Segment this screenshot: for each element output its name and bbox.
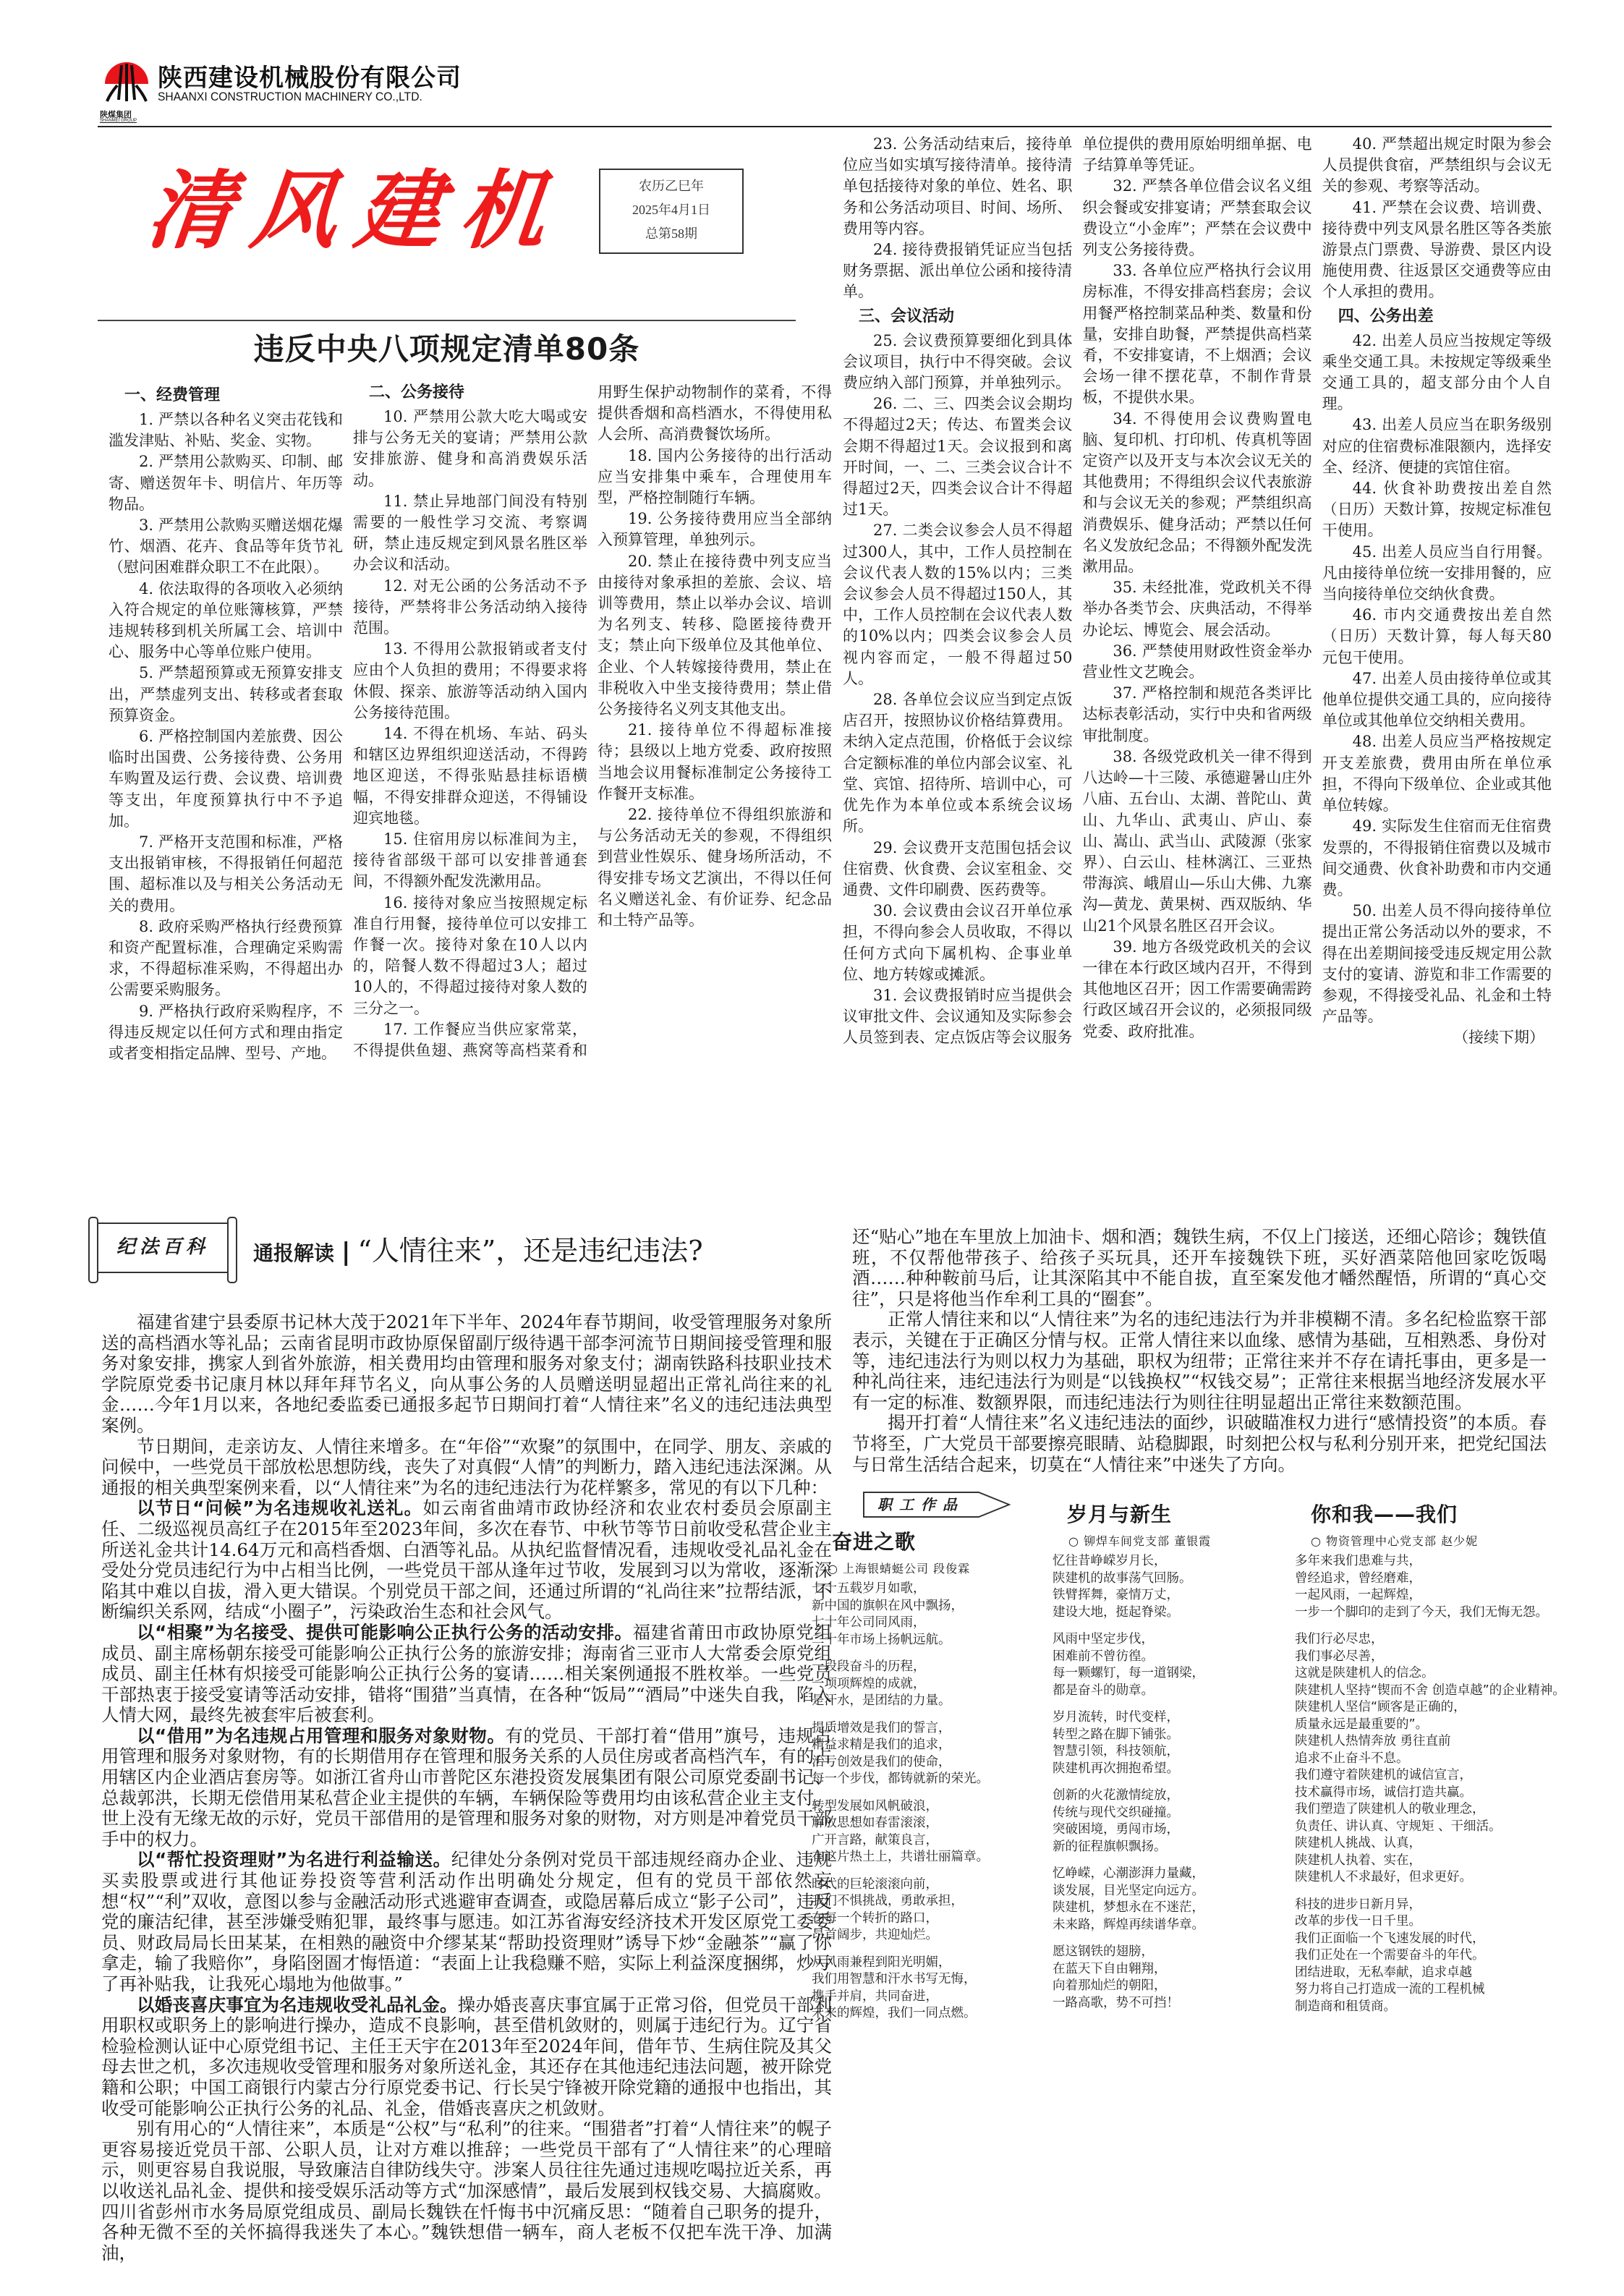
poem-line: 每一颗螺钉，每一道钢梁， (1053, 1666, 1204, 1680)
title-separator: | (341, 1238, 351, 1267)
poem-line: 制造商和租赁商。 (1295, 1999, 1396, 2014)
poem-line: 愿这钢铁的翅膀， (1053, 1944, 1154, 1959)
group-name-en: SHANMEI GROUP (100, 119, 137, 123)
poem-line: 是汗水，是团结的力量。 (812, 1693, 951, 1708)
poem-line: 七十年公司同风雨， (812, 1615, 926, 1630)
regulation-item: 47. 出差人员由接待单位或其他单位提供交通工具的，应向接待单位或其他单位交纳相关费用。 (1322, 669, 1552, 730)
poem-line: 一段段奋斗的历程， (812, 1659, 926, 1674)
poem-line: 忆往昔峥嵘岁月长， (1053, 1554, 1167, 1568)
poem-line: 新的征程旗帜飘扬。 (1053, 1839, 1167, 1854)
article-body-left (101, 1312, 832, 2263)
poem-line: 陕建机人坚持“锲而不舍 创造卓越”的企业精神。 (1295, 1683, 1565, 1698)
article-paragraph (101, 1312, 832, 1437)
poem-line: 治亏创效是我们的使命， (812, 1754, 951, 1769)
poem-line: 我们行必尽忠， (1295, 1632, 1384, 1646)
regulation-item: 28. 各单位会议应当到定点饭店召开，按照协议价格结算费用。未纳入定点范围，价格低于会议综合定额标准的单位内部会议室、礼堂、宾馆、招待所、培训中心，可优先作为本单位或本系统会议场所。 (843, 691, 1073, 836)
poem-line: 谈发展，目光坚定向远方。 (1053, 1883, 1204, 1898)
regulation-item: 1. 严禁以各种名义突击花钱和滥发津贴、补贴、奖金、实物。 (109, 411, 343, 450)
poem-line: 陕建机的故事荡气回肠。 (1053, 1570, 1192, 1586)
poem-stanza (812, 1581, 989, 1649)
regulation-item: 44. 伙食补助费按出差自然（日历）天数计算，按规定标准包干使用。 (1322, 480, 1552, 540)
poem-stanza (812, 1659, 989, 1710)
paragraph-lead: 以婚丧喜庆事宜为名违规收受礼品礼金。 (137, 1994, 458, 2015)
poem-stanza (1295, 1631, 1565, 1887)
regulation-item: 38. 各级党政机关一律不得到八达岭—十三陵、承德避暑山庄外八庙、五台山、太湖、普陀山、黄山、九华山、武夷山、庐山、泰山、嵩山、武当山、武陵源（张家界）、白云山、桂林漓江、三亚热带海滨、峨眉山—乐山大佛、九寨沟—黄龙、黄果树、西双版纳、华山21个风景名胜区召开会议。 (1082, 747, 1312, 935)
paragraph-text: 福建省莆田市政协原党组成员、副主席杨朝东接受可能影响公正执行公务的旅游安排；海南省三亚市人大常委会原党组成员、副主任林有炽接受可能影响公正执行公务的宴请……相关案例通报不胜枚举。一些党员干部热衷于接受宴请等活动安排，错将“围猎”当真情，在各种“饭局”“酒局”中迷失自我，陷入人情大网，最终先被套牢后被套利。 (101, 1621, 833, 1726)
regulation-item: 27. 二类会议参会人员不得超过300人，其中，工作人员控制在会议代表人数的15%以内；三类会议参会人员不得超过150人，其中，工作人员控制在会议代表人数的10%以内；四类会议参会人员视内容而定，一般不得超过50人。 (843, 522, 1073, 687)
regulation-item: 16. 接待对象应当按照规定标准自行用餐，接待单位可以安排工作餐一次。接待对象在10人以内的，陪餐人数不得超过3人；超过10人的，不得超过接待对象人数的三分之一。 (353, 893, 587, 1017)
section-heading: 三、会议活动 (859, 307, 955, 326)
poem (1295, 1499, 1565, 2025)
poem-title: 奋进之歌 (832, 1530, 917, 1554)
poem-line: 困难前不曾彷徨。 (1053, 1649, 1154, 1664)
poem-line: 我们正处在一个需要奋斗的年代。 (1295, 1948, 1485, 1963)
group-name: 陕煤集团 (100, 110, 132, 119)
poem-stanza (812, 1720, 989, 1788)
paragraph-text: 操办婚丧喜庆事宜属于正常习俗，但党员干部利用职权或职务上的影响进行操办，造成不良影响，甚至借机敛财的，则属于违纪行为。辽宁省检验检测认证中心原党组书记、主任王天宇在2013年至2024年间，借年节、生病住院及其父母去世之机，多次违规收受管理和服务对象所送礼金，其还存在其他违纪违法问题，被开除党籍和公职；中国工商银行内蒙古分行原党委书记、行长吴宁锋被开除党籍的通报中也指出，其收受可能影响公正执行公务的礼品、礼金，借婚丧喜庆之机敛财。 (101, 1994, 833, 2119)
poem-line: 这就是陕建机人的信念。 (1295, 1666, 1434, 1680)
poem-line: 一路高歌，势不可挡！ (1053, 1995, 1179, 2010)
poem-line: 铁臂挥舞，豪情万丈， (1053, 1588, 1179, 1602)
poem-stanza (812, 1876, 989, 1944)
regulation-item: 48. 出差人员应当严格按规定开支差旅费，费用由所在单位承担，不得向下级单位、企业或其他单位转嫁。 (1322, 733, 1552, 815)
poem-line: 我们遵守着陕建机的诚信宣言， (1295, 1768, 1472, 1782)
poem-line: 都是奋斗的勋章。 (1053, 1683, 1154, 1698)
regulations-columns-left (109, 382, 832, 1073)
poem-line: 团结进取，无私奉献，追求卓越 (1295, 1965, 1472, 1980)
continued-note: （接续下期） (1453, 1029, 1544, 1047)
regulation-item: 45. 出差人员应当自行用餐。凡由接待单位统一安排用餐的，应当向接待单位交纳伙食费。 (1322, 543, 1552, 603)
poem-line: 改革的步伐一日千里。 (1295, 1914, 1421, 1929)
poem-stanza (1295, 1553, 1565, 1621)
poem-line: 技术赢得市场，诚信打造共赢。 (1295, 1785, 1472, 1800)
poem (812, 1526, 989, 2033)
poem-line: 传统与现代交织碰撞。 (1053, 1805, 1179, 1820)
paragraph-text: 节日期间，走亲访友、人情往来增多。在“年俗”“欢聚”的氛围中，在同学、朋友、亲戚的问候中，一些党员干部放松思想防线，丧失了对真假“人情”的判断力，踏入违纪违法深渊。从通报的相关典型案例来看，以“人情往来”为名的违纪违法行为花样繁多，常见的有以下几种： (101, 1435, 832, 1498)
poem-stanza (1053, 1866, 1211, 1934)
poem-line: 未来路，辉煌再续谱华章。 (1053, 1917, 1204, 1932)
poem-line: 忆峥嵘，心潮澎湃力量藏， (1053, 1866, 1204, 1881)
regulation-item: 24. 接待费报销凭证应当包括财务票据、派出单位公函和接待清单。 (843, 241, 1073, 301)
poem-line: 向着那灿烂的朝阳， (1053, 1978, 1167, 1993)
regulation-item: 23. 公务活动结束后，接待单位应当如实填写接待清单。接待清单包括接待对象的单位、姓名、职务和公务活动项目、时间、场所、费用等内容。 (843, 135, 1073, 237)
header-divider (98, 126, 1552, 127)
poem-line: 风雨中坚定步伐， (1053, 1632, 1154, 1646)
article-body-right (852, 1227, 1547, 1475)
poem-stanza (1053, 1631, 1211, 1699)
regulation-item: 4. 依法取得的各项收入必须纳入符合规定的单位账簿核算，严禁违规转移到机关所属工会、培训中心、服务中心等单位账户使用。 (109, 579, 343, 661)
section-heading: 四、公务出差 (1338, 307, 1434, 326)
regulation-item: 12. 对无公函的公务活动不予接待，严禁将非公务活动纳入接待范围。 (353, 577, 587, 637)
poem (1053, 1499, 1211, 2022)
poem-stanza (1295, 1897, 1565, 2016)
regulation-item: 26. 二、三、四类会议会期均不得超过2天；传达、布置类会议会期不得超过1天。会议报到和离开时间，一、二、三类会议合计不得超过2天，四类会议合计不得超过1天。 (843, 395, 1073, 519)
regulation-item: 14. 不得在机场、车站、码头和辖区边界组织迎送活动，不得跨地区迎送，不得张贴悬挂标语横幅，不得安排群众迎送，不得铺设迎宾地毯。 (353, 725, 587, 827)
poem-line: 携手并肩，共同奋进， (812, 1989, 938, 2004)
regulation-item: 31. 会议费报销时应当提供会议审批文件、会议通知及实际参会人员签到表、定点饭店等会议服务单位提供的费用原始明细单据、电子结算单等凭证。 (843, 135, 1312, 1047)
poem-line: 在蓝天下自由翱翔， (1053, 1961, 1167, 1976)
company-name: 陕西建设机械股份有限公司 (158, 64, 462, 93)
company-name-en: SHAANXI CONSTRUCTION MACHINERY CO.,LTD. (158, 90, 422, 103)
poem-title: 岁月与新生 (1067, 1502, 1173, 1526)
regulation-item: 10. 严禁用公款大吃大喝或安排与公务无关的宴请；严禁用公款安排旅游、健身和高消费娱乐活动。 (353, 408, 587, 489)
banner-arrow-icon (977, 1492, 1011, 1518)
article-paragraph (852, 1413, 1547, 1475)
poem-stanza (1053, 1709, 1211, 1777)
regulation-item: 5. 严禁超预算或无预算安排支出，严禁虚列支出、转移或者套取预算资金。 (109, 664, 343, 724)
regulation-item: 34. 不得使用会议费购置电脑、复印机、打印机、传真机等固定资产以及开支与本次会议无关的其他费用；不得组织会议代表旅游和与会议无关的参观；严禁组织高消费娱乐、健身活动；严禁以任何名义发放纪念品；不得额外配发洗漱用品。 (1082, 409, 1312, 576)
article-paragraph (101, 1498, 832, 1623)
regulation-item: 33. 各单位应严格执行会议用房标准，不得安排高档套房；会议用餐严格控制菜品种类、数量和份量，安排自助餐，严禁提供高档菜肴，不安排宴请，不上烟酒；会议会场一律不摆花草，不制作背景板，不提供水果。 (1082, 262, 1312, 407)
poem-line: 陕建机人执着、实在， (1295, 1853, 1421, 1868)
article-paragraph (101, 1726, 832, 1850)
regulation-item: 50. 出差人员不得向接待单位提出正常公务活动以外的要求，不得在出差期间接受违反规定用公款支付的宴请、游览和非工作需要的参观，不得接受礼品、礼金和土特产品等。 (1322, 902, 1552, 1026)
paragraph-text: 揭开打着“人情往来”名义违纪违法的面纱，识破瞄准权力进行“感情投资”的本质。春节将至，广大党员干部要擦亮眼睛、站稳脚跟，时刻把公权与私利分别开来，把党纪国法与日常生活结合起来，切莫在“人情往来”中迷失了方向。 (852, 1412, 1547, 1475)
poem-line: 质量永远是最重要的”。 (1295, 1717, 1429, 1732)
regulation-item: 30. 会议费由会议召开单位承担，不得向参会人员收取，不得以任何方式向下属机构、企事业单位、地方转嫁或摊派。 (843, 902, 1073, 983)
paragraph-text: 福建省建宁县委原书记林大茂于2021年下半年、2024年春节期间，收受管理服务对象所送的高档酒水等礼品；云南省昆明市政协原保留副厅级待遇干部李河流节日期间接受管理和服务对象安排，携家人到省外旅游，相关费用均由管理和服务对象支付；湖南铁路科技职业技术学院原党委书记康月林以拜年拜节名义，向从事公务的人员赠送明显超出正常礼尚往来的礼金……今年1月以来，各地纪委监委已通报多起节日期间打着“人情往来”名义的违纪违法典型案例。 (101, 1311, 832, 1436)
masthead-title: 清风建机 (142, 160, 570, 260)
regulation-item: 21. 接待单位不得超标准接待；县级以上地方党委、政府按照当地会议用餐标准制定公务接待工作餐开支标准。 (598, 721, 832, 802)
issue-number: 总第58期 (645, 226, 697, 241)
poem-line: 陕建机再次拥抱希望。 (1053, 1761, 1179, 1776)
poem-line: 二十年市场上扬帆远航。 (812, 1632, 951, 1647)
article-paragraph (852, 1309, 1547, 1413)
article-paragraph (101, 1850, 832, 1994)
issue-date: 2025年4月1日 (632, 203, 710, 217)
title-divider (98, 320, 796, 321)
regulation-item: 11. 禁止异地部门间没有特别需要的一般性学习交流、考察调研，禁止违反规定到风景名胜区举办会议和活动。 (353, 492, 587, 574)
regulation-item: 18. 国内公务接待的出行活动应当安排集中乘车，合理使用车型，严格控制随行车辆。 (598, 446, 832, 507)
poem-line: 我们正面临一个飞速发展的时代， (1295, 1931, 1485, 1946)
poem-line: 每一个步伐，都铸就新的荣光。 (812, 1772, 989, 1786)
article-paragraph (101, 1623, 832, 1726)
poem-line: 努力将自己打造成一流的工程机械 (1295, 1982, 1485, 1997)
poem-line: 创新的火花激情绽放， (1053, 1788, 1179, 1803)
poem-line: 广开言路，献策良言， (812, 1832, 938, 1848)
poem-byline: ○ 铆焊车间党支部 董银霞 (1068, 1534, 1212, 1548)
poem-line: 在每一个转折的路口， (812, 1910, 938, 1926)
poem-line: 陕建机，梦想永在不迷茫， (1053, 1900, 1204, 1915)
regulation-item: 6. 严格控制国内差旅费、因公临时出国费、公务接待费、公务用车购置及运行费、会议费、培训费等支出，年度预算执行中不予追加。 (109, 728, 343, 830)
section-banner-works: 职工作品 (863, 1492, 979, 1518)
article-paragraph (101, 1437, 832, 1499)
regulation-item: 8. 政府采购严格执行经费预算和资产配置标准，合理确定采购需求，不得超标准采购，不得超出办公需要采购服务。 (109, 917, 343, 999)
article-headline: “人情往来”，还是违纪违法? (357, 1235, 703, 1267)
issue-date-box (599, 169, 744, 254)
poem-line: 在这片热土上，共谱壮丽篇章。 (812, 1850, 989, 1864)
regulation-item: 43. 出差人员应当在职务级别对应的住宿费标准限额内，选择安全、经济、便捷的宾馆住宿。 (1322, 416, 1552, 476)
regulation-item: 29. 会议费开支范围包括会议住宿费、伙食费、会议室租金、交通费、文件印刷费、医药费等。 (843, 838, 1073, 898)
paragraph-text: 有的党员、干部打着“借用”旗号，违规占用管理和服务对象财物，有的长期借用存在管理和服务关系的人员住房或者高档汽车，有的占用辖区内企业酒店套房等。如浙江省舟山市普陀区东港投资发展集团有限公司原党委副书记、总裁郭洪，长期无偿借用某私营企业主提供的车辆，车辆保险等费用均由该私营企业主支付。世上没有无缘无故的示好，党员干部借用的是管理和服务对象的财物，对方则是冲着党员干部手中的权力。 (101, 1725, 832, 1850)
poem-line: 负责任、讲认真、守规矩 、干细活。 (1295, 1819, 1502, 1834)
poem-line: 转型之路在脚下铺张。 (1053, 1727, 1179, 1742)
regulation-item: 2. 严禁用公款购买、印制、邮寄、赠送贺年卡、明信片、年历等物品。 (109, 453, 343, 513)
poem-line: 七十五载岁月如歌， (812, 1581, 926, 1596)
poem-line: 陕建机人热情奔放 勇往直前 (1295, 1734, 1451, 1748)
poem-line: 科技的进步日新月异， (1295, 1897, 1421, 1912)
article-paragraph (101, 1995, 832, 2119)
regulation-item: 42. 出差人员应当按规定等级乘坐交通工具。未按规定等级乘坐交通工具的，超支部分由个人自理。 (1322, 331, 1552, 413)
regulation-item: 37. 严格控制和规范各类评比达标表彰活动，实行中央和省两级审批制度。 (1082, 684, 1312, 744)
regulation-item: 7. 严格开支范围和标准，严格支出报销审核，不得报销任何超范围、超标准以及与相关公务活动无关的费用。 (109, 833, 343, 914)
regulation-item: 17. 工作餐应当供应家常菜，不得提供鱼翅、燕窝等高档菜肴和用野生保护动物制作的菜肴，不得提供香烟和高档酒水，不得使用私人会所、高消费餐饮场所。 (353, 383, 832, 1060)
paragraph-lead: 以“帮忙投资理财”为名进行利益输送。 (137, 1849, 451, 1871)
article-paragraph (852, 1227, 1547, 1309)
poem-line: 陕建机人不求最好，但求更好。 (1295, 1870, 1472, 1884)
poem-line: 解放思想如春雷滚滚， (812, 1816, 938, 1830)
poem-line: 岁月流转，时代变样， (1053, 1710, 1179, 1725)
poem-stanza (812, 1798, 989, 1866)
regulation-item: 25. 会议费预算要细化到具体会议项目，执行中不得突破。会议费应纳入部门预算，并单独列示。 (843, 331, 1073, 392)
article-paragraph (101, 2119, 832, 2263)
regulation-item: 20. 禁止在接待费中列支应当由接待对象承担的差旅、会议、培训等费用，禁止以举办会议、培训为名列支、转移、隐匿接待费开支；禁止向下级单位及其他单位、企业、个人转嫁接待费用，禁止在非税收入中坐支接待费用；禁止借公务接待名义列支其他支出。 (598, 552, 832, 718)
regulation-item: 49. 实际发生住宿而无住宿费发票的，不得报销住宿费以及城市间交通费、伙食补助费和市内交通费。 (1322, 817, 1552, 898)
poem-line: 我们用智慧和汗水书写无悔， (812, 1972, 977, 1986)
regulation-item: 40. 严禁超出规定时限为参会人员提供食宿，严禁组织与会议无关的参观、考察等活动。 (1322, 135, 1552, 195)
article-title (253, 1228, 703, 1268)
poem-stanza (812, 1955, 989, 2023)
regulation-item: 3. 严禁用公款购买赠送烟花爆竹、烟酒、花卉、食品等年货节礼（慰问困难群众职工不在此限）。 (109, 516, 343, 577)
poem-line: 从风雨兼程到阳光明媚， (812, 1955, 951, 1970)
poem-line: 突破困境，勇闯市场， (1053, 1822, 1179, 1837)
regulation-item: 39. 地方各级党政机关的会议一律在本行政区域内召开，不得到其他地区召开；因工作需要确需跨行政区域召开会议的，必须报同级党委、政府批准。 (1082, 937, 1312, 1040)
paragraph-text: 纪律处分条例对党员干部违规经商办企业、违规买卖股票或进行其他证券投资等营利活动作出明确处分规定，但有的党员干部依然妄想“权”“利”双收，意图以参与金融活动形式逃避审查调查，或隐居幕后成立“影子公司”，违反党的廉洁纪律，甚至涉嫌受贿犯罪，最终事与愿违。如江苏省海安经济技术开发区原党工委委员、财政局局长田某某，在相熟的融资中介缪某某“帮助投资理财”诱导下炒“金融茶”“赢了你拿走，输了我赔你”，身陷囹圄才悔悟道：“表面上让我稳赚不赔，实际上利益深度捆绑，炒亏了再补贴我，让我死心塌地为他做事。” (101, 1849, 832, 1994)
poem-line: 陕建机人坚信“顾客是正确的， (1295, 1700, 1466, 1714)
poem-line: 精益求精是我们的追求， (812, 1738, 951, 1752)
poem-line: 陕建机人挑战、认真， (1295, 1836, 1421, 1850)
regulation-item: 41. 严禁在会议费、培训费、接待费中列支风景名胜区等各类旅游景点门票费、导游费、景区内设施使用费、往返景区交通费等应由个人承担的费用。 (1322, 198, 1552, 301)
poem-line: 我们不惧挑战，勇敢承担， (812, 1894, 964, 1908)
paragraph-lead: 以“借用”为名违规占用管理和服务对象财物。 (137, 1725, 506, 1746)
regulation-item: 36. 严禁使用财政性资金举办营业性文艺晚会。 (1082, 642, 1312, 681)
poem-line: 新中国的旗帜在风中飘扬， (812, 1598, 964, 1613)
regulations-columns-right (843, 134, 1552, 1074)
poem-line: 建设大地，挺起脊梁。 (1053, 1604, 1179, 1620)
poem-title: 你和我——我们 (1311, 1502, 1458, 1526)
regulation-item: 46. 市内交通费按出差自然（日历）天数计算，每人每天80元包干使用。 (1322, 606, 1552, 666)
poem-line: 智慧引领，科技领航， (1053, 1744, 1179, 1759)
regulation-item: 19. 公务接待费用应当全部纳入预算管理，单独列示。 (598, 510, 832, 549)
poem-line: 转型发展如风帆破浪， (812, 1798, 938, 1814)
poem-stanza (1053, 1553, 1211, 1621)
paragraph-text: 别有用心的“人情往来”，本质是“公权”与“私利”的往来。“围猎者”打着“人情往来”的幌子更容易接近党员干部、公职人员，让对方难以推辞；一些党员干部有了“人情往来”的心理暗示，则更容易自我说服，导致廉洁自律防线失守。涉案人员往往先通过违规吃喝拉近关系，再以收送礼品礼金、提供和接受娱乐活动等方式“加深感情”，最后发展到权钱交易、大搞腐败。四川省彭州市水务局原党组成员、副局长魏铁在忏悔书中沉痛反思：“随着自己职务的提升，各种无微不至的关怀搞得我迷失了本心。”魏铁想借一辆车，商人老板不仅把车洗干净、加满油， (101, 2118, 832, 2263)
paragraph-text: 还“贴心”地在车里放上加油卡、烟和酒；魏铁生病，不仅上门接送，还细心陪诊；魏铁值班，不仅帮他带孩子、给孩子买玩具，还开车接魏铁下班，买好酒菜陪他回家吃饭喝酒……种种鞍前马后，让其深陷其中不能自拔，直至案发他才幡然醒悟，所谓的“真心交往”，只是将他当作牟利工具的“圈套”。 (852, 1226, 1547, 1309)
section-heading: 一、经费管理 (124, 386, 221, 404)
regulation-item: 9. 严格执行政府采购程序，不得违反规定以任何方式和理由指定或者变相指定品牌、型号、产地。 (109, 1002, 343, 1063)
paragraph-text: 如云南省曲靖市政协经济和农业农村委员会原副主任、二级巡视员高红子在2015年至2023年间，多次在春节、中秋节等节日前收受私营企业主所送礼金共计14.64万元和高档香烟、白酒等礼品。从执纪监督情况看，违规收受礼品礼金在受处分党员违纪行为中占相当比例，一些党员干部从逢年过节收，发展到习以为常收，逐渐深陷其中难以自拔，滑入更大错误。个别党员干部之间，还通过所谓的“礼尚往来”拉帮结派，不断编织关系网，结成“小圈子”，污染政治生态和社会风气。 (101, 1497, 833, 1623)
regulations-title: 违反中央八项规定清单80条 (253, 331, 640, 367)
lunar-year: 农历乙巳年 (639, 179, 704, 193)
poem-line: 我们事必尽善， (1295, 1649, 1384, 1664)
section-heading: 二、公务接待 (369, 383, 465, 401)
article-kicker: 通报解读 (253, 1241, 335, 1265)
regulation-item: 32. 严禁各单位借会议名义组织会餐或安排宴请；严禁套取会议费设立“小金库”；严禁在会议费中列支公务接待费。 (1082, 177, 1312, 259)
poem-line: 未来的辉煌，我们一同点燃。 (812, 2006, 977, 2020)
poem-line: 时代的巨轮滚滚向前， (812, 1876, 938, 1892)
paragraph-lead: 以节日“问候”为名违规收礼送礼。 (137, 1497, 423, 1519)
paragraph-text: 正常人情往来和以“人情往来”为名的违纪违法行为并非模糊不清。多名纪检监察干部表示，关键在于正确区分情与权。正常人情往来以血缘、感情为基础，互相熟悉、身份对等，违纪违法行为则以权力为基础，职权为纽带；正常往来并不存在请托事由，更多是一种礼尚往来，违纪违法行为则是“以钱换权”“权钱交易”；正常往来根据当地经济发展水平有一定的标准、数额界限，而违纪违法行为则往往明显超出正常往来数额范围。 (852, 1309, 1547, 1413)
poem-line: 提质增效是我们的誓言， (812, 1720, 951, 1735)
poem-line: 一项项辉煌的成就， (812, 1676, 926, 1691)
poem-byline: ○ 物资管理中心党支部 赵少妮 (1311, 1534, 1479, 1548)
regulation-item: 13. 不得用公款报销或者支付应由个人负担的费用；不得要求将休假、探亲、旅游等活动纳入国内公务接待范围。 (353, 640, 587, 721)
regulation-item: 15. 住宿用房以标准间为主，接待省部级干部可以安排普通套间，不得额外配发洗漱用品。 (353, 830, 587, 890)
poem-byline: ○ 上海银蜻蜓公司 段俊霖 (828, 1562, 971, 1576)
poem-line: 追求不止奋斗不息。 (1295, 1751, 1409, 1766)
poem-line: 昂首阔步，共迎灿烂。 (812, 1928, 938, 1942)
regulation-item: 22. 接待单位不得组织旅游和与公务活动无关的参观，不得组织到营业性娱乐、健身场所活动，不得安排专场文艺演出，不得以任何名义赠送礼金、有价证券、纪念品和土特产品等。 (598, 806, 832, 930)
poem-line: 一起风雨，一起辉煌， (1295, 1588, 1421, 1602)
poem-stanza (1053, 1944, 1211, 2012)
section-banner-jifa-baike: 纪法百科 (94, 1223, 231, 1273)
poem-line: 一步一个脚印的走到了今天，我们无悔无怨。 (1295, 1604, 1548, 1620)
paragraph-lead: 以“相聚”为名接受、提供可能影响公正执行公务的活动安排。 (137, 1621, 633, 1643)
poem-line: 多年来我们患难与共， (1295, 1554, 1421, 1568)
poem-stanza (1053, 1787, 1211, 1855)
poem-line: 曾经追求，曾经磨难， (1295, 1570, 1421, 1586)
poem-line: 我们塑造了陕建机人的敬业理念， (1295, 1802, 1485, 1816)
regulation-item: 35. 未经批准，党政机关不得举办各类节会、庆典活动，不得举办论坛、博览会、展会活动。 (1082, 579, 1312, 639)
